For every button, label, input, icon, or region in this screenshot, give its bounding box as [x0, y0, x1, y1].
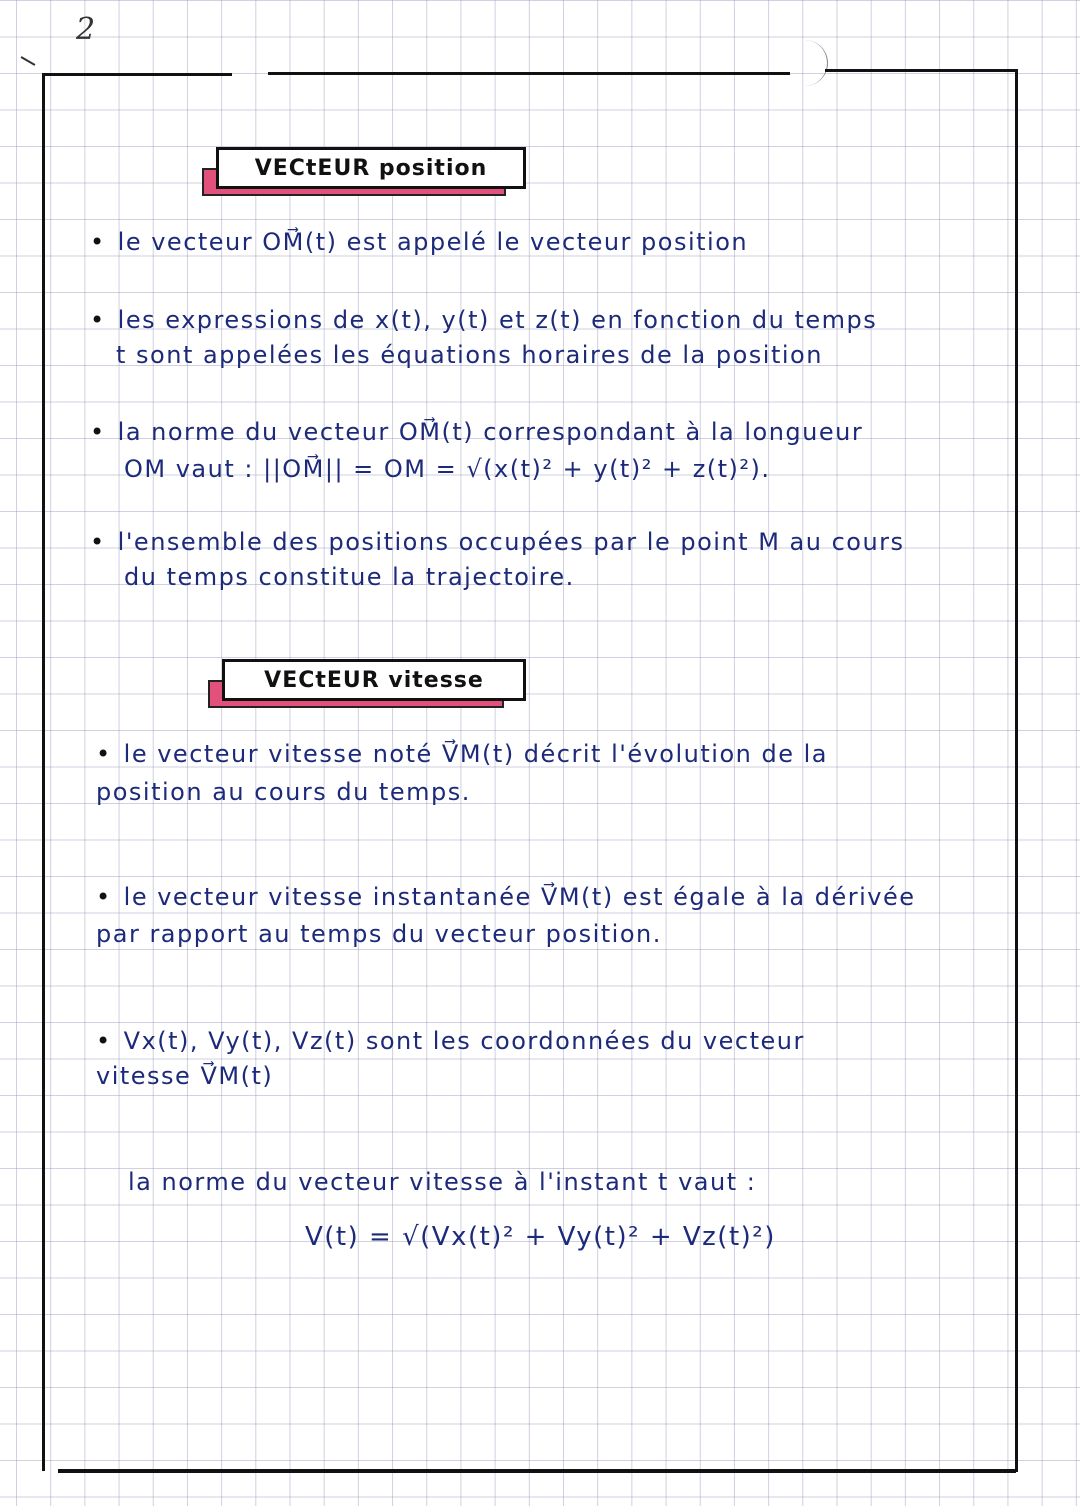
frame-top-right — [825, 69, 1017, 72]
frame-bottom — [58, 1469, 1016, 1473]
margin-tick — [21, 56, 36, 66]
bullet-equations-horaires-line1: • les expressions de x(t), y(t) et z(t) en fonction du temps — [90, 306, 877, 334]
norme-vitesse-note: la norme du vecteur vitesse à l'instant t vaut : — [128, 1168, 757, 1196]
bullet-vecteur-vitesse-line1: • le vecteur vitesse noté V⃗M(t) décrit l'évolution de la — [96, 740, 828, 768]
bullet-vecteur-position: • le vecteur OM⃗(t) est appelé le vecteur position — [90, 228, 748, 256]
heading-vecteur-position: VECtEUR position — [216, 147, 526, 189]
page-number: 2 — [76, 12, 96, 47]
frame-top-left — [42, 73, 232, 76]
bullet-trajectoire-line1: • l'ensemble des positions occupées par le point M au cours — [90, 528, 905, 556]
bullet-coordonnees-line1: • Vx(t), Vy(t), Vz(t) sont les coordonnées du vecteur — [96, 1027, 805, 1055]
bullet-norme-om-line2: OM vaut : ||OM⃗|| = OM = √(x(t)² + y(t)² + z(t)²). — [124, 455, 771, 483]
bullet-coordonnees-line2: vitesse V⃗M(t) — [96, 1062, 274, 1090]
frame-right — [1015, 69, 1018, 1472]
frame-left — [42, 73, 45, 1471]
bullet-equations-horaires-line2: t sont appelées les équations horaires de la position — [116, 341, 823, 369]
bullet-vitesse-instantanee-line2: par rapport au temps du vecteur position. — [96, 920, 662, 948]
bullet-vitesse-instantanee-line1: • le vecteur vitesse instantanée V⃗M(t) est égale à la dérivée — [96, 883, 916, 911]
punch-hole-icon — [795, 40, 828, 86]
norme-vitesse-formula: V(t) = √(Vx(t)² + Vy(t)² + Vz(t)²) — [305, 1222, 776, 1252]
bullet-norme-om-line1: • la norme du vecteur OM⃗(t) correspondant à la longueur — [90, 418, 863, 446]
bullet-trajectoire-line2: du temps constitue la trajectoire. — [124, 563, 575, 591]
heading-vecteur-vitesse: VECtEUR vitesse — [222, 659, 526, 701]
frame-top-middle — [268, 72, 790, 75]
bullet-vecteur-vitesse-line2: position au cours du temps. — [96, 778, 471, 806]
